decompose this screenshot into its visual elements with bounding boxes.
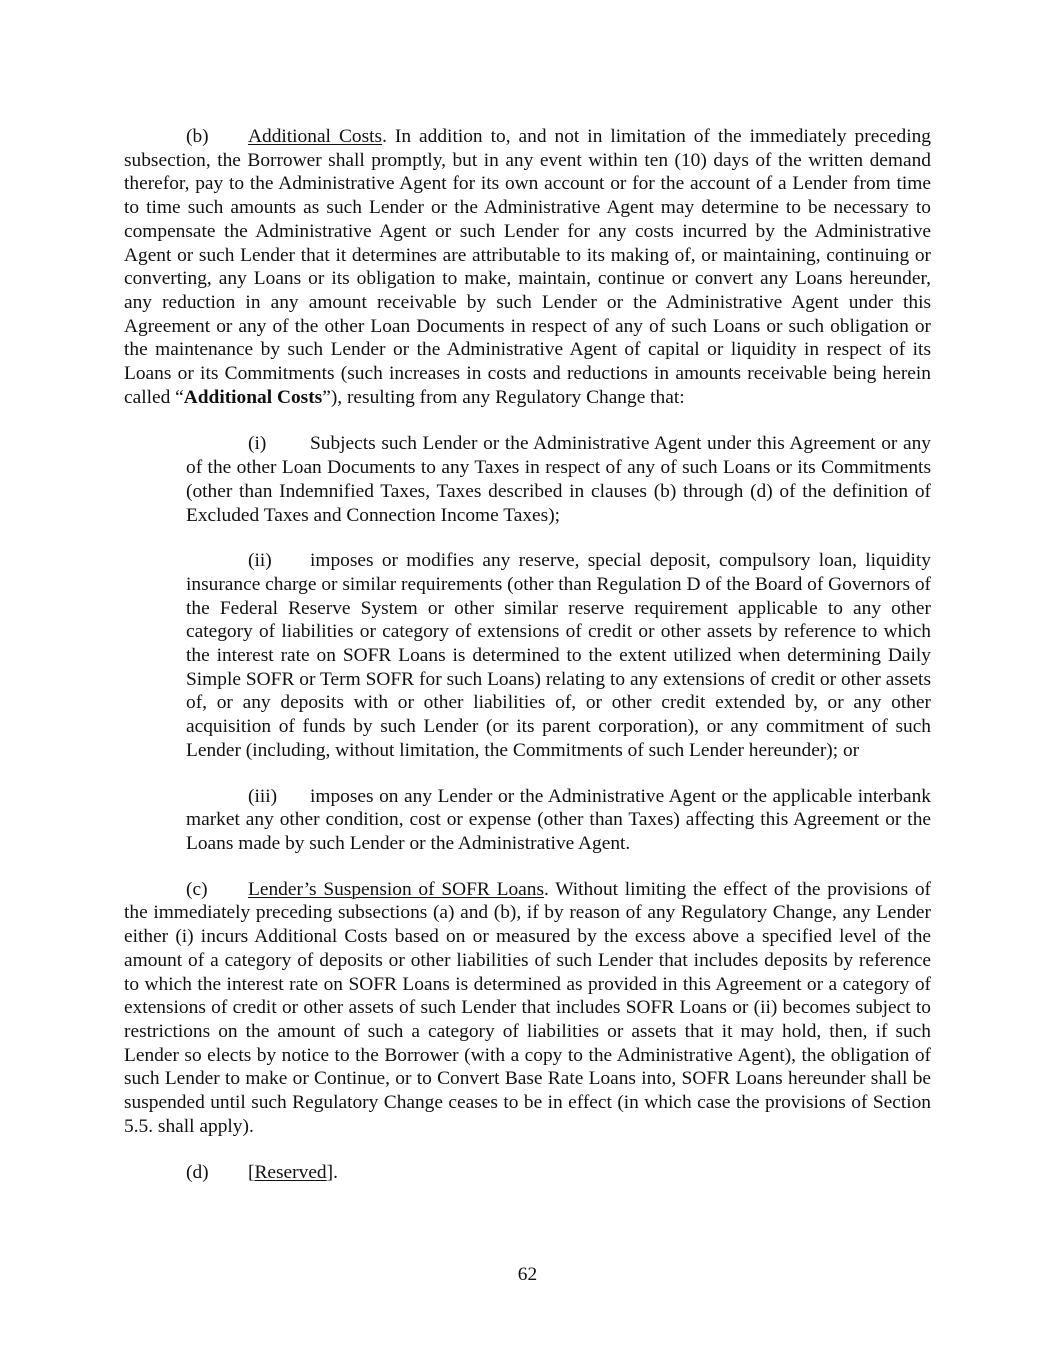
subclause-i-label: (i): [248, 433, 267, 455]
paragraph-d-bracket-open: [: [248, 1162, 255, 1184]
subclause-iii-label: (iii): [248, 785, 278, 807]
subclause-i: [186, 432, 931, 527]
subclause-ii: [186, 549, 931, 762]
page-number: 62: [517, 1264, 538, 1285]
subclause-iii: [186, 785, 931, 856]
paragraph-b-defined-term: Additional Costs: [183, 386, 323, 408]
paragraph-b-heading: Additional Costs: [248, 126, 383, 147]
subclause-iii-text: imposes on any Lender or the Administrative Agent or the applicable interbank market any other condition, cost or expense (other than Taxes) affecting this Agreement or the Loans made by such Lender or the Administrative Agent.: [186, 785, 931, 854]
paragraph-c-text: . Without limiting the effect of the provisions of the immediately preceding subsections (a) and (b), if by reason of any Regulatory Change, any Lender either (i) incurs Additional Costs based on or measured by the excess above a specified level of the amount of a category of deposits or other liabilities of such Lender that includes deposits by reference to which the interest rate on SOFR Loans is determined as provided in this Agreement or a category of extensions of credit or other assets of such Lender that includes SOFR Loans or (ii) becomes subject to restrictions on the amount of such a category of liabilities or assets that it may hold, then, if such Lender so elects by notice to the Borrower (with a copy to the Administrative Agent), the obligation of such Lender to make or Continue, or to Convert Base Rate Loans into, SOFR Loans hereunder shall be suspended until such Regulatory Change ceases to be in effect (in which case the provisions of Section 5.5. shall apply).: [124, 878, 932, 1137]
paragraph-d: [124, 1161, 931, 1185]
paragraph-d-bracket-close: ].: [326, 1162, 338, 1184]
paragraph-c: [124, 878, 931, 1139]
paragraph-b-label: (b): [186, 126, 209, 147]
paragraph-c-heading: Lender’s Suspension of SOFR Loans: [248, 878, 544, 900]
paragraph-c-label: (c): [186, 878, 208, 900]
subclause-ii-label: (ii): [248, 550, 272, 572]
paragraph-b: [124, 125, 931, 409]
paragraph-b-text-1: . In addition to, and not in limitation of the immediately preceding subsection, the Borrower shall promptly, but in any event within ten (10) days of the written demand therefor, pay to the Administrative Agent for its own account or for the account of a Lender from time to time such amounts as such Lender or the Administrative Agent may determine to be necessary to compensate the Administrative Agent or such Lender for any costs incurred by the Administrative Agent or such Lender that it determines are attributable to its making of, or maintaining, continuing or converting, any Loans or its obligation to make, maintain, continue or convert any Loans hereunder, any reduction in any amount receivable by such Lender or the Administrative Agent under this Agreement or any of the other Loan Documents in respect of any of such Loans or such obligation or the maintenance by such Lender or the Administrative Agent of capital or liquidity in respect of its Loans or its Commitments (such increases in costs and reductions in amounts receivable being herein called “: [124, 126, 932, 408]
subclause-i-text: Subjects such Lender or the Administrative Agent under this Agreement or any of the other Loan Documents to any Taxes in respect of any of such Loans or its Commitments (other than Indemnified Taxes, Taxes described in clauses (b) through (d) of the definition of Excluded Taxes and Connection Income Taxes);: [186, 433, 931, 526]
paragraph-b-text-2: ”), resulting from any Regulatory Change that:: [322, 386, 685, 408]
paragraph-d-label: (d): [186, 1162, 209, 1184]
subclause-ii-text: imposes or modifies any reserve, special deposit, compulsory loan, liquidity insurance charge or similar requirements (other than Regulation D of the Board of Governors of the Federal Reserve System or other similar reserve requirement applicable to any other category of liabilities or category of extensions of credit or other assets by reference to which the interest rate on SOFR Loans is determined to the extent utilized when determining Daily Simple SOFR or Term SOFR for such Loans) relating to any extensions of credit or other assets of, or any deposits with or other liabilities of, or other credit extended by, or any other acquisition of funds by such Lender (or its parent corporation), or any commitment of such Lender (including, without limitation, the Commitments of such Lender hereunder); or: [186, 550, 931, 761]
paragraph-d-heading: Reserved: [254, 1162, 327, 1184]
document-page-body: [124, 125, 931, 1185]
